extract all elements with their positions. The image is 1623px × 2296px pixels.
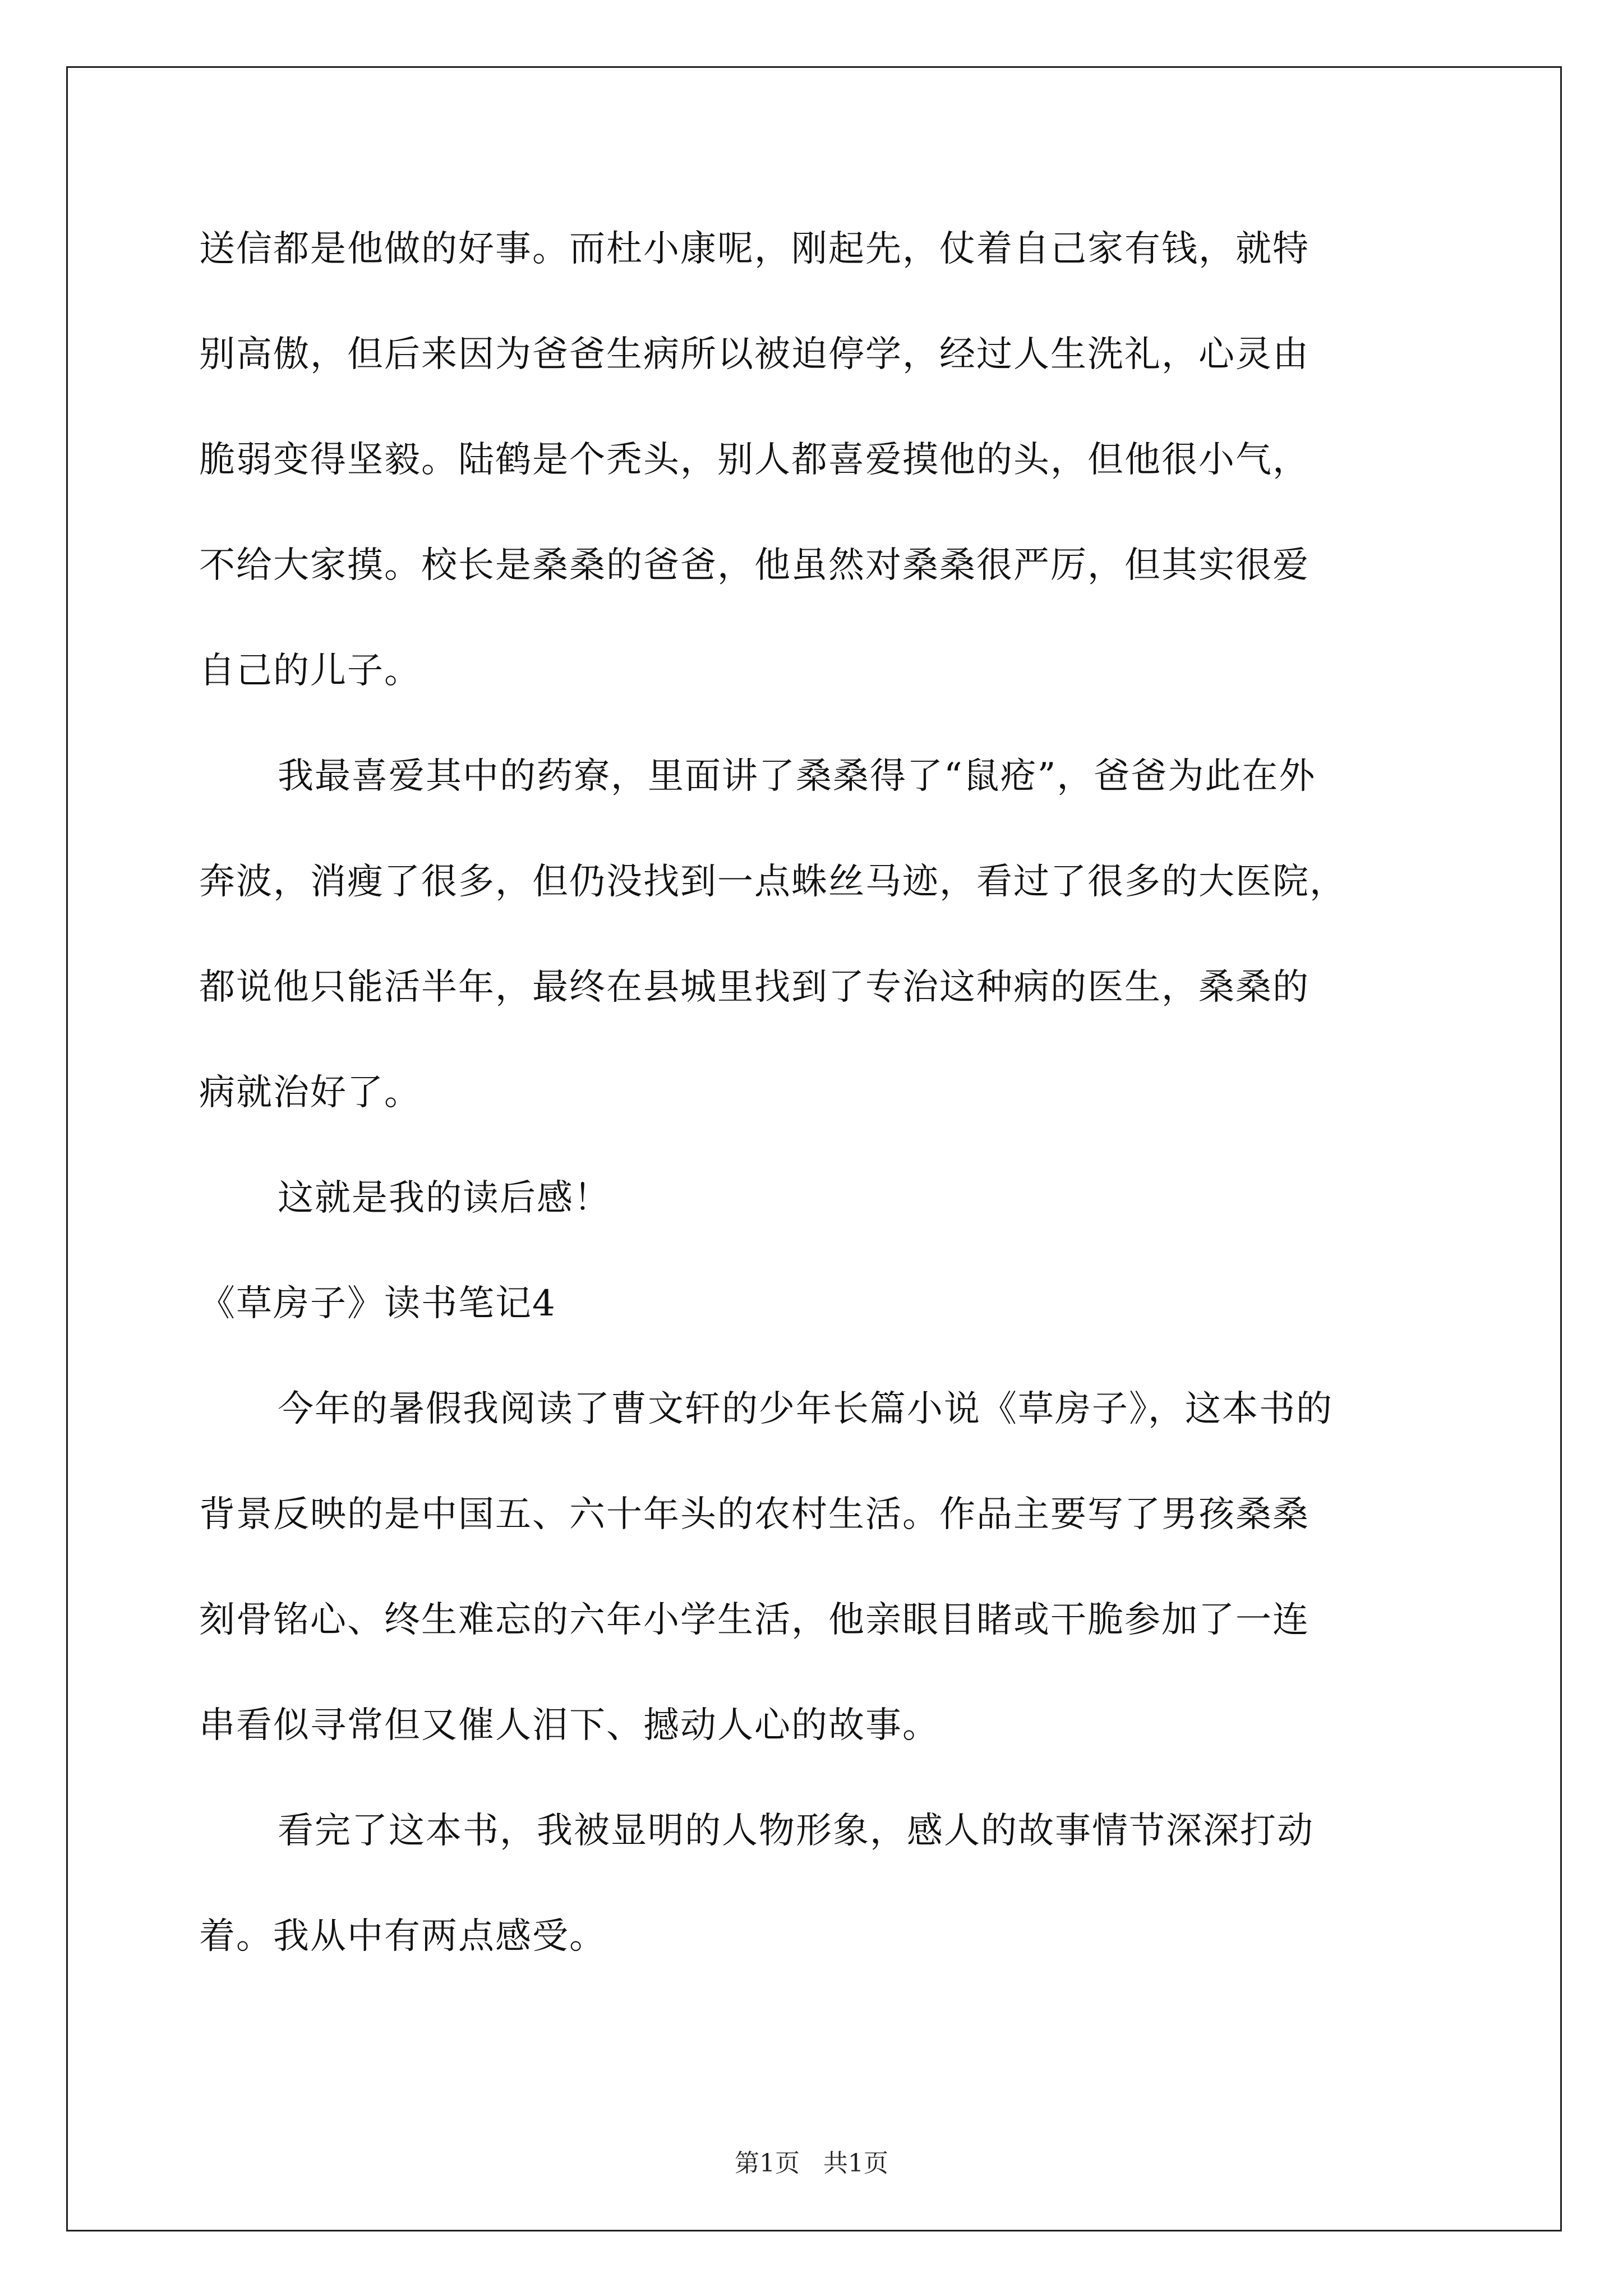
text-line: 都说他只能活半年，最终在县城里找到了专治这种病的医生，桑桑的 xyxy=(199,967,1310,1008)
paragraph-start-line: 这就是我的读后感！ xyxy=(278,1177,611,1219)
text-line: 不给大家摸。校长是桑桑的爸爸，他虽然对桑桑很严厉，但其实很爱 xyxy=(199,545,1310,586)
page-number-footer: 第1页 共1页 xyxy=(735,2149,888,2178)
paragraph-start-line: 今年的暑假我阅读了曹文轩的少年长篇小说《草房子》，这本书的 xyxy=(278,1388,1333,1430)
text-line: 刻骨铭心、终生难忘的六年小学生活，他亲眼目睹或干脆参加了一连 xyxy=(199,1599,1310,1641)
text-line: 病就治好了。 xyxy=(199,1072,421,1114)
text-line: 脆弱变得坚毅。陆鹤是个秃头，别人都喜爱摸他的头，但他很小气， xyxy=(199,439,1310,481)
paragraph-start-line: 我最喜爱其中的药寮，里面讲了桑桑得了“鼠疮”，爸爸为此在外 xyxy=(278,756,1316,797)
text-line: 送信都是他做的好事。而杜小康呢，刚起先，仗着自己家有钱，就特 xyxy=(199,228,1310,270)
paragraph-start-line: 看完了这本书，我被显明的人物形象，感人的故事情节深深打动 xyxy=(278,1810,1314,1852)
text-line: 背景反映的是中国五、六十年头的农村生活。作品主要写了男孩桑桑 xyxy=(199,1494,1310,1535)
text-line: 别高傲，但后来因为爸爸生病所以被迫停学，经过人生洗礼，心灵由 xyxy=(199,334,1310,375)
text-line: 奔波，消瘦了很多，但仍没找到一点蛛丝马迹，看过了很多的大医院， xyxy=(199,861,1347,903)
document-body xyxy=(199,218,1433,2010)
text-line: 串看似寻常但又催人泪下、撼动人心的故事。 xyxy=(199,1705,939,1746)
section-heading: 《草房子》读书笔记4 xyxy=(199,1283,556,1324)
text-line: 自己的儿子。 xyxy=(199,650,421,692)
text-line: 着。我从中有两点感受。 xyxy=(199,1916,606,1957)
